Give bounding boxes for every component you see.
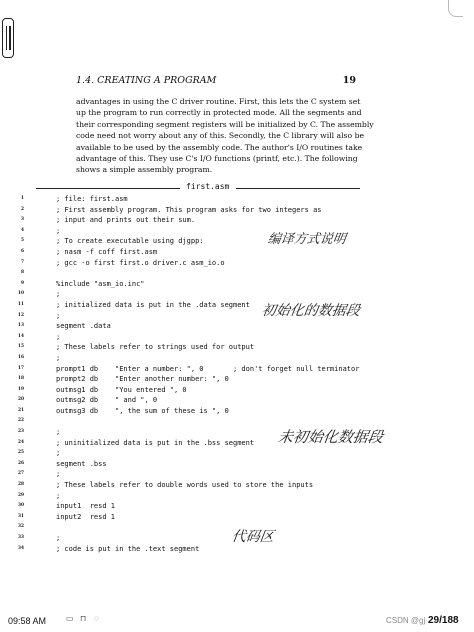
code-line (14, 385, 394, 396)
code-line (14, 480, 394, 491)
code-line (14, 332, 394, 343)
line-number: 16 (18, 354, 24, 360)
page-corner-mark (448, 0, 463, 17)
code-line (14, 501, 394, 512)
code-text: ; (56, 449, 61, 458)
line-number: 4 (21, 227, 24, 233)
code-text: ; file: first.asm (56, 195, 128, 203)
line-number: 1 (21, 196, 24, 201)
code-text: ; (56, 290, 61, 299)
watermark: CSDN @gj (386, 616, 426, 625)
code-line (14, 321, 394, 332)
annotation-compile: 编译方式说明 (266, 232, 347, 247)
section-title: 1.4. CREATING A PROGRAM (76, 75, 217, 86)
code-text: ; (56, 491, 61, 500)
line-number: 14 (18, 333, 24, 339)
line-number: 27 (18, 471, 24, 477)
code-line (14, 342, 394, 353)
annotation-init-data: 初始化的数据段 (260, 303, 361, 319)
code-line (14, 353, 394, 364)
code-text: ; To create executable using djgpp: (56, 237, 204, 246)
code-line (14, 374, 394, 385)
line-number: 20 (18, 397, 24, 403)
intro-line: their corresponding segment registers will be initialized by C. The assembly (76, 119, 374, 129)
line-number: 17 (18, 365, 24, 371)
clock-time: 09:58 AM (8, 616, 47, 626)
code-line (14, 459, 394, 470)
code-text: ; initialized data is put in the .data segment (56, 300, 250, 309)
code-text: ; First assembly program. This program asks for two integers as (56, 205, 322, 214)
line-number: 15 (18, 344, 24, 350)
code-line (14, 522, 394, 533)
code-text: %include "asm_io.inc" (56, 279, 145, 288)
line-number: 8 (21, 270, 24, 276)
code-text: ; (56, 332, 61, 341)
line-number: 24 (18, 439, 24, 445)
code-line (14, 268, 394, 279)
line-number: 11 (18, 301, 24, 307)
lock-icon: ⊓ (80, 614, 87, 623)
intro-paragraph (76, 96, 374, 176)
code-line (14, 364, 394, 375)
code-text: ; (56, 311, 61, 320)
code-listing (14, 194, 394, 554)
line-number: 28 (18, 482, 24, 488)
line-number: 2 (21, 206, 24, 212)
code-line (14, 406, 394, 417)
line-number: 9 (21, 280, 24, 286)
line-number: 29 (18, 492, 24, 498)
code-text: prompt1 db "Enter a number: ", 0 ; don't forget null terminator (56, 364, 360, 373)
code-text: segment .bss (56, 459, 107, 468)
code-line (14, 512, 394, 523)
code-text: input1 resd 1 (56, 502, 116, 511)
line-number: 25 (18, 450, 24, 456)
code-text: ; code is put in the .text segment (56, 544, 200, 553)
code-line (14, 533, 394, 544)
code-text: ; nasm -f coff first.asm (56, 247, 158, 256)
page-number: 19 (342, 75, 356, 86)
code-text: ; These labels refer to double words used to store the inputs (56, 481, 314, 490)
code-line (14, 395, 394, 406)
line-number: 6 (21, 248, 24, 254)
code-line (14, 469, 394, 480)
code-text: ; (56, 470, 61, 479)
line-number: 33 (18, 535, 24, 540)
file-rule-right (236, 188, 360, 189)
code-line (14, 491, 394, 502)
code-text: prompt2 db "Enter another number: ", 0 (56, 375, 229, 384)
code-line (14, 544, 394, 555)
code-text: ; (56, 226, 61, 235)
code-line (14, 448, 394, 459)
battery-icon: ▭ (66, 614, 74, 623)
status-bar (0, 612, 474, 632)
code-text: ; (56, 353, 61, 362)
annotation-uninit-data: 未初始化数据段 (276, 428, 385, 446)
line-number: 12 (18, 312, 24, 318)
line-number: 26 (18, 460, 24, 466)
code-line (14, 194, 394, 205)
line-number: 34 (18, 545, 24, 551)
line-number: 30 (18, 503, 24, 509)
code-line (14, 215, 394, 226)
code-text: ; (56, 534, 61, 542)
intro-line: code need not worry about any of this. Secondly, the C library will also be (76, 131, 365, 141)
code-line (14, 258, 394, 269)
line-number: 5 (21, 238, 24, 244)
code-text: ; These labels refer to strings used for output (56, 343, 255, 352)
intro-line: up the program to run correctly in protected mode. All the segments and (76, 108, 362, 118)
sync-icon: ◌ (94, 614, 99, 623)
line-number: 3 (21, 217, 24, 223)
code-line (14, 279, 394, 290)
file-title: first.asm (186, 182, 230, 191)
page-count[interactable]: 29/188 (428, 615, 459, 626)
line-number: 32 (18, 524, 24, 530)
code-line (14, 247, 394, 258)
line-number: 21 (18, 407, 24, 413)
code-text: outmsg3 db ", the sum of these is ", 0 (56, 406, 229, 415)
menu-handle-icon[interactable] (2, 18, 14, 58)
code-text: ; input and prints out their sum. (56, 216, 196, 225)
line-number: 10 (18, 291, 24, 297)
intro-line: advantages in using the C driver routine. First, this lets the C system set (76, 97, 361, 106)
code-text: ; uninitialized data is put in the .bss segment (56, 438, 255, 447)
line-number: 22 (18, 418, 24, 424)
line-number: 7 (21, 259, 24, 265)
code-text: segment .data (56, 322, 111, 331)
annotation-code-seg: 代码区 (230, 529, 275, 545)
code-text: ; gcc -o first first.o driver.c asm_io.o (56, 258, 225, 267)
line-number: 18 (18, 376, 24, 382)
line-number: 19 (18, 386, 24, 392)
code-text: input2 resd 1 (56, 512, 116, 521)
page-header (76, 75, 356, 86)
file-rule-left (36, 188, 180, 189)
code-text: outmsg2 db " and ", 0 (56, 396, 158, 405)
code-line (14, 205, 394, 216)
intro-line: shows a simple assembly program. (76, 165, 213, 175)
line-number: 13 (18, 323, 24, 329)
code-text: outmsg1 db "You entered ", 0 (56, 385, 187, 394)
line-number: 31 (18, 513, 24, 519)
line-number: 23 (18, 429, 24, 435)
intro-line: available to be used by the assembly code. The author's I/O routines take (76, 142, 363, 152)
intro-line: advantage of this. They use C's I/O functions (printf, etc.). The following (76, 154, 358, 164)
code-line (14, 289, 394, 300)
code-text: ; (56, 428, 61, 437)
